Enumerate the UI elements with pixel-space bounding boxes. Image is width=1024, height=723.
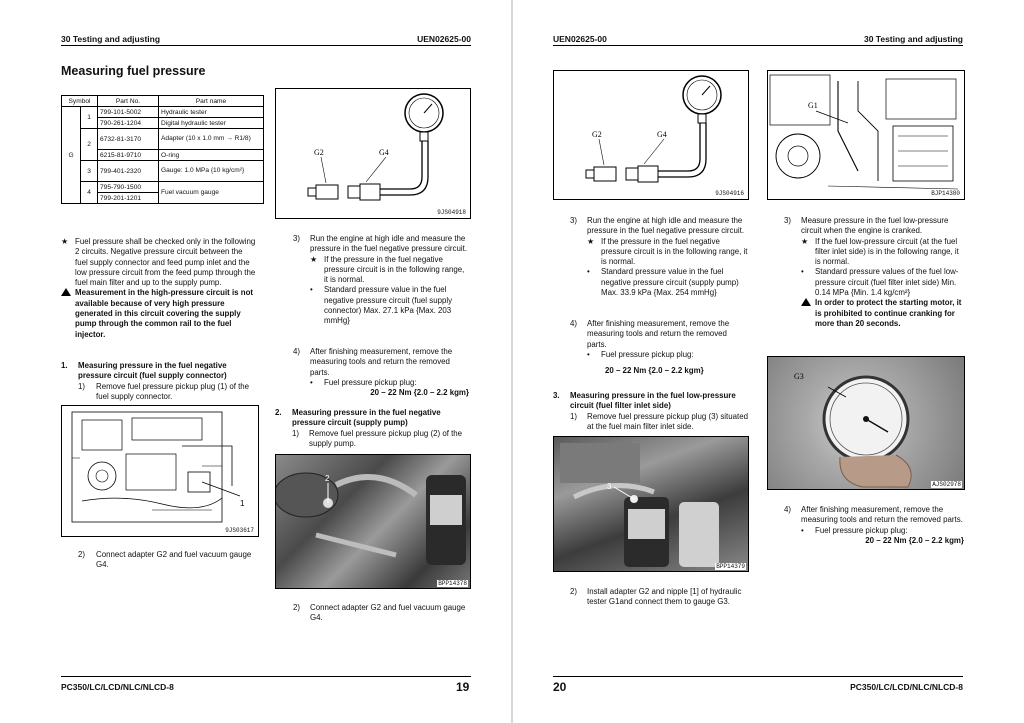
standard-value: Standard pressure value in the fuel negative pressure circuit (supply pump) Max. 33.9 kPa {Max. 254 mmHg} xyxy=(601,267,739,298)
torque-value: 20 – 22 Nm {2.0 – 2.2 kgm} xyxy=(370,388,469,398)
num-cell: 2 xyxy=(81,129,98,161)
table-row xyxy=(62,161,264,182)
section-2 xyxy=(275,408,469,449)
num-cell: 1 xyxy=(81,107,98,129)
gauge-adapter-figure xyxy=(553,70,749,200)
header-rule xyxy=(61,45,471,46)
part-no-cell: 799-201-1201 xyxy=(98,193,159,204)
num-cell: 3 xyxy=(81,161,98,182)
standard-value: Standard pressure values of the fuel low-pressure circuit (fuel filter inlet side) Min. 0.14 MPa {Min. 1.4 kg/cm²} xyxy=(815,267,959,298)
step-number: 1) xyxy=(570,411,578,421)
callout-1: 1 xyxy=(240,499,245,508)
supply-pump-sketch xyxy=(276,455,470,588)
bullet: • xyxy=(310,285,313,295)
figure-id: 9JS04918 xyxy=(437,209,466,216)
step-number: 4) xyxy=(784,505,792,514)
page-title: Measuring fuel pressure xyxy=(61,64,206,78)
symbol-cell: G xyxy=(62,107,81,204)
model-footer: PC350/LC/LCD/NLC/NLCD-8 xyxy=(61,682,174,692)
part-no-cell: 6732-81-3170 xyxy=(98,129,159,150)
part-no-cell: 799-401-2320 xyxy=(98,161,159,182)
part-name-cell: Adapter (10 x 1.0 mm → R1/8) xyxy=(159,129,264,150)
section-number: 2. xyxy=(275,408,282,417)
label-g4: G4 xyxy=(657,130,667,139)
step-text: Measure pressure in the fuel low-pressure circuit when the engine is cranked. xyxy=(801,216,949,236)
footer-rule xyxy=(553,676,963,677)
bullet: • xyxy=(801,267,804,277)
warning-note: Measurement in the high-pressure circuit is not available because of very high pressure generated in this circuit covering the supply pump through the common rail to the fuel injector. xyxy=(75,288,254,339)
step-text: Remove fuel pressure pickup plug (1) of the fuel supply connector. xyxy=(96,381,250,401)
section-3-step-2 xyxy=(570,587,748,608)
part-name-cell: Hydraulic tester xyxy=(159,107,264,118)
supply-pump-step-3 xyxy=(570,216,748,298)
figure-id: AJS02978 xyxy=(932,481,961,488)
step-number: 2) xyxy=(570,587,578,596)
section-title: Measuring pressure in the fuel negative pressure circuit (supply pump) xyxy=(292,408,441,428)
section-2-step-2 xyxy=(293,603,469,624)
page-number: 19 xyxy=(456,680,470,694)
part-no-cell: 799-101-5002 xyxy=(98,107,159,118)
fuel-filter-photo xyxy=(553,436,749,572)
section-1-step-2 xyxy=(78,550,258,571)
callout-g1: G1 xyxy=(808,101,818,110)
negative-pressure-step-4 xyxy=(293,347,469,398)
figure-id: BPP14379 xyxy=(716,563,745,570)
intro-notes xyxy=(61,237,257,340)
step-number: 4) xyxy=(570,319,578,328)
step-number: 3) xyxy=(293,234,301,243)
part-no-cell: 6215-81-9710 xyxy=(98,150,159,161)
step-text: After finishing measurement, remove the measuring tools and return the removed parts. xyxy=(310,347,453,377)
section-number: 1. xyxy=(61,361,68,370)
left-page xyxy=(0,0,511,723)
step-text: After finishing measurement, remove the measuring tools and return the removed parts. xyxy=(587,319,730,349)
negative-pressure-step-3 xyxy=(293,234,469,327)
table-header-cell: Part No. xyxy=(98,96,159,107)
table-row xyxy=(62,182,264,193)
warning-icon xyxy=(61,288,75,339)
bullet: • xyxy=(587,267,590,277)
star-note: If the fuel low-pressure circuit (at the fuel filter inlet side) is in the following range, it is normal. xyxy=(815,236,959,267)
gauge-g3-photo xyxy=(767,356,965,490)
low-pressure-step-3 xyxy=(784,216,964,329)
star-icon: ★ xyxy=(310,254,318,264)
star-icon: ★ xyxy=(61,237,69,246)
low-pressure-step-4 xyxy=(784,505,964,546)
gauge-sketch xyxy=(768,357,964,489)
table-row xyxy=(62,129,264,150)
section-3 xyxy=(553,391,748,432)
warning-note: In order to protect the starting motor, it is prohibited to continue cranking for more than 20 seconds. xyxy=(815,298,962,328)
supply-pump-photo xyxy=(275,454,471,589)
table-row xyxy=(62,107,264,118)
footer-rule xyxy=(61,676,471,677)
header-doc-id: UEN02625-00 xyxy=(417,34,471,44)
num-cell: 4 xyxy=(81,182,98,204)
step-number: 4) xyxy=(293,347,301,356)
section-title: Measuring pressure in the fuel negative pressure circuit (fuel supply connector) xyxy=(78,361,227,381)
step-text: Install adapter G2 and nipple [1] of hydraulic tester G1and connect them to gauge G3. xyxy=(587,587,742,607)
part-name-cell: O-ring xyxy=(159,150,264,161)
standard-value: Standard pressure value in the fuel negative pressure circuit (fuel supply connector) Max. 27.1 kPa {Max. 203 mmHg} xyxy=(324,285,453,326)
bullet: • xyxy=(801,525,804,535)
right-page xyxy=(513,0,1024,723)
star-note: If the pressure in the fuel negative pressure circuit is in the following range, it is normal. xyxy=(324,254,465,285)
table-header-row xyxy=(62,96,264,107)
bullet-text: Fuel pressure pickup plug: xyxy=(815,525,908,535)
header-section: 30 Testing and adjusting xyxy=(61,34,161,44)
section-1 xyxy=(61,361,257,402)
engine-line-drawing xyxy=(62,406,258,536)
table-header-cell: Symbol xyxy=(62,96,98,107)
step-number: 3) xyxy=(784,216,792,225)
gauge-adapter-drawing xyxy=(276,89,470,218)
gauge-adapter-figure xyxy=(275,88,471,219)
star-note: Fuel pressure shall be checked only in the following 2 circuits. Negative pressure circuit between the fuel supply connector and feed pump inlet and the low pressure circuit from the feed pump through the fuel main filter and up to the supply pump. xyxy=(75,237,256,288)
star-note: If the pressure in the fuel negative pressure circuit is in the following range, it is normal. xyxy=(601,236,748,267)
figure-id: 9JS04916 xyxy=(715,190,744,197)
callout-3: 3 xyxy=(607,482,612,491)
table-header-cell: Part name xyxy=(159,96,264,107)
step-text: Remove fuel pressure pickup plug (2) of the supply pump. xyxy=(309,428,463,448)
part-name-cell: Digital hydraulic tester xyxy=(159,118,264,129)
step-text: Connect adapter G2 and fuel vacuum gauge G4. xyxy=(310,603,466,623)
parts-table xyxy=(61,95,264,204)
header-rule xyxy=(553,45,963,46)
warning-icon xyxy=(801,298,815,329)
step-text: Run the engine at high idle and measure the pressure in the fuel negative pressure circuit. xyxy=(310,234,468,254)
step-number: 2) xyxy=(293,603,301,612)
header-section: 30 Testing and adjusting xyxy=(863,34,963,44)
fuel-supply-connector-figure xyxy=(61,405,259,537)
star-icon: ★ xyxy=(801,236,809,246)
part-name-cell: Fuel vacuum gauge xyxy=(159,182,264,204)
part-no-cell: 790-261-1204 xyxy=(98,118,159,129)
part-no-cell: 795-790-1500 xyxy=(98,182,159,193)
step-number: 1) xyxy=(78,381,86,391)
step-number: 1) xyxy=(292,428,300,438)
step-text: Run the engine at high idle and measure the pressure in the fuel negative pressure circuit. xyxy=(587,216,745,236)
label-g4: G4 xyxy=(379,148,389,157)
figure-id: 9JS03617 xyxy=(225,527,254,534)
engine-line-drawing xyxy=(768,71,964,199)
step-text: Remove fuel pressure pickup plug (3) situated at the fuel main filter inlet side. xyxy=(587,411,748,431)
bullet-text: Fuel pressure pickup plug: xyxy=(324,377,417,387)
header-doc-id: UEN02625-00 xyxy=(553,34,607,44)
figure-id: BJP14380 xyxy=(931,190,960,197)
bullet-text: Fuel pressure pickup plug: xyxy=(601,349,694,359)
section-number: 3. xyxy=(553,391,560,400)
figure-id: BPP14378 xyxy=(438,580,467,587)
hydraulic-tester-figure xyxy=(767,70,965,200)
step-text: After finishing measurement, remove the measuring tools and return the removed parts. xyxy=(801,505,963,525)
fuel-filter-sketch xyxy=(554,437,748,571)
callout-g3: G3 xyxy=(794,372,804,381)
step-text: Connect adapter G2 and fuel vacuum gauge G4. xyxy=(96,550,252,570)
model-footer: PC350/LC/LCD/NLC/NLCD-8 xyxy=(850,682,963,692)
callout-2: 2 xyxy=(325,474,330,483)
step-number: 2) xyxy=(78,550,86,559)
star-icon: ★ xyxy=(587,236,595,246)
step-number: 3) xyxy=(570,216,578,225)
bullet: • xyxy=(587,349,590,359)
label-g2: G2 xyxy=(592,130,602,139)
part-name-cell: Gauge: 1.0 MPa {10 kg/cm²} xyxy=(159,161,264,182)
torque-value: 20 – 22 Nm {2.0 – 2.2 kgm} xyxy=(605,366,704,376)
supply-pump-step-4 xyxy=(570,319,748,376)
label-g2: G2 xyxy=(314,148,324,157)
page-number: 20 xyxy=(553,680,567,694)
gauge-adapter-drawing xyxy=(554,71,748,199)
section-title: Measuring pressure in the fuel low-pressure circuit (fuel filter inlet side) xyxy=(570,391,736,411)
bullet: • xyxy=(310,377,313,387)
torque-value: 20 – 22 Nm {2.0 – 2.2 kgm} xyxy=(865,535,964,545)
